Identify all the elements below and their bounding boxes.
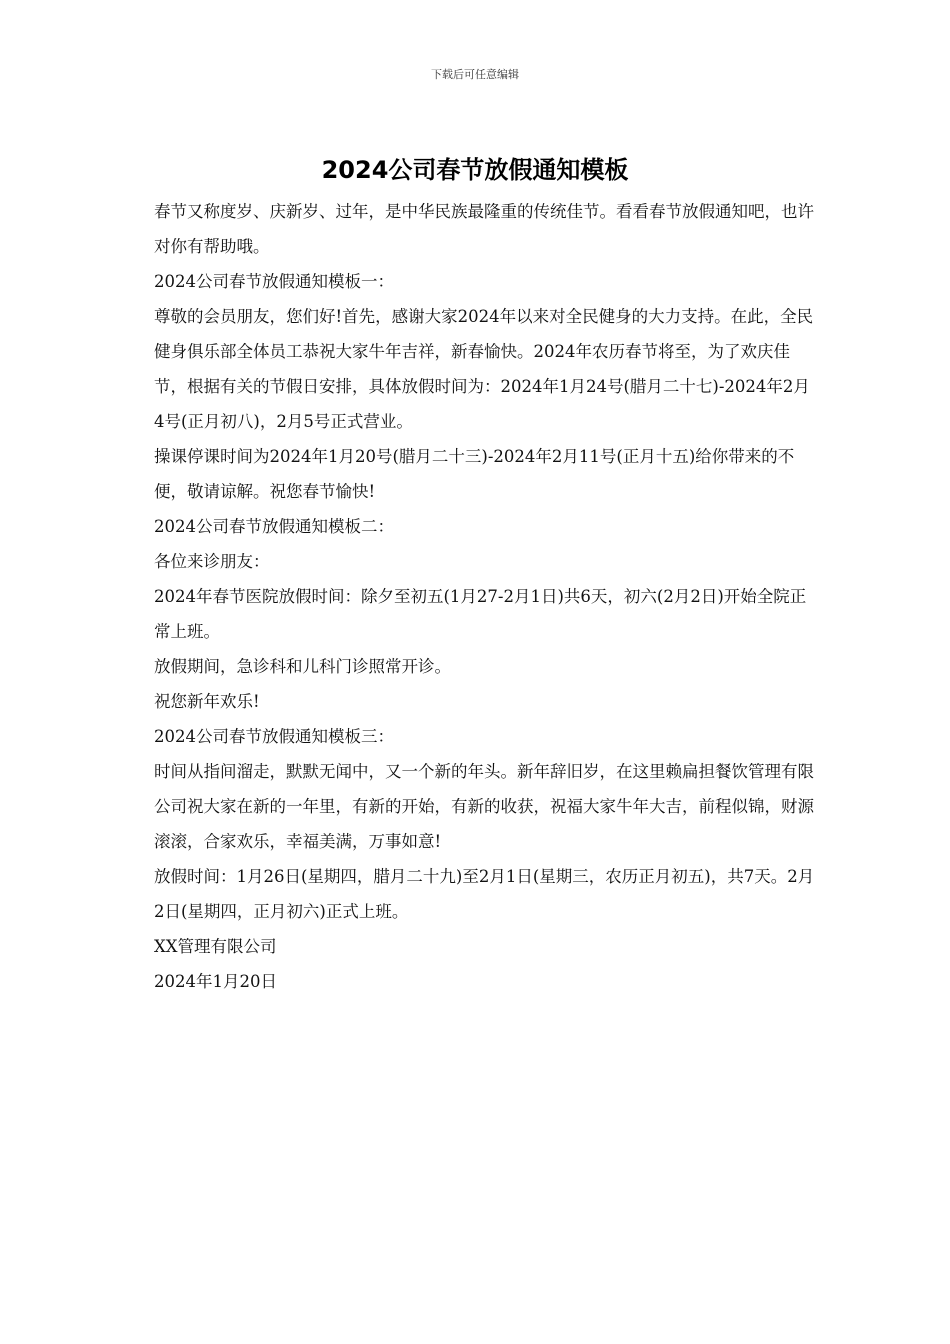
paragraph-template-1-body: 尊敬的会员朋友，您们好!首先，感谢大家2024年以来对全民健身的大力支持。在此，全民健身俱乐部全体员工恭祝大家牛年吉祥，新春愉快。2024年农历春节将至，为了欢庆佳节，根据有关的节假日安排，具体放假时间为：2024年1月24号(腊月二十七)-2024年2月4号(正月初八)，2月5号正式营业。 [154, 307, 814, 431]
paragraph-template-3-schedule: 放假时间：1月26日(星期四，腊月二十九)至2月1日(星期三，农历正月初五)，共7天。2月2日(星期四，正月初六)正式上班。 [154, 867, 815, 921]
paragraph-template-2-heading: 2024公司春节放假通知模板二： [154, 517, 394, 536]
document-title: 2024公司春节放假通知模板 [321, 156, 629, 184]
paragraph-template-2-emergency: 放假期间，急诊科和儿科门诊照常开诊。 [154, 657, 451, 676]
paragraph-template-3-body: 时间从指间溜走，默默无闻中，又一个新的年头。新年辞旧岁，在这里赖扁担餐饮管理有限公司祝大家在新的一年里，有新的开始，有新的收获，祝福大家牛年大吉，前程似锦，财源滚滚，合家欢乐，幸福美满，万事如意! [154, 762, 814, 851]
paragraph-template-2-greeting: 各位来诊朋友： [154, 552, 270, 571]
document-body [145, 194, 820, 999]
signature-date: 2024年1月20日 [154, 972, 277, 991]
paragraph-template-2-wishes: 祝您新年欢乐! [154, 692, 260, 711]
signature-company: XX管理有限公司 [154, 937, 277, 956]
paragraph-template-1-classes: 操课停课时间为2024年1月20号(腊月二十三)-2024年2月11号(正月十五)给你带来的不便，敬请谅解。祝您春节愉快! [154, 447, 795, 501]
paragraph-template-3-heading: 2024公司春节放假通知模板三： [154, 727, 394, 746]
header-note: 下载后可任意编辑 [431, 68, 519, 81]
paragraph-template-1-heading: 2024公司春节放假通知模板一： [154, 272, 394, 291]
paragraph-template-2-schedule: 2024年春节医院放假时间：除夕至初五(1月27-2月1日)共6天，初六(2月2日)开始全院正常上班。 [154, 587, 807, 641]
paragraph-intro: 春节又称度岁、庆新岁、过年，是中华民族最隆重的传统佳节。看看春节放假通知吧，也许对你有帮助哦。 [154, 202, 814, 256]
